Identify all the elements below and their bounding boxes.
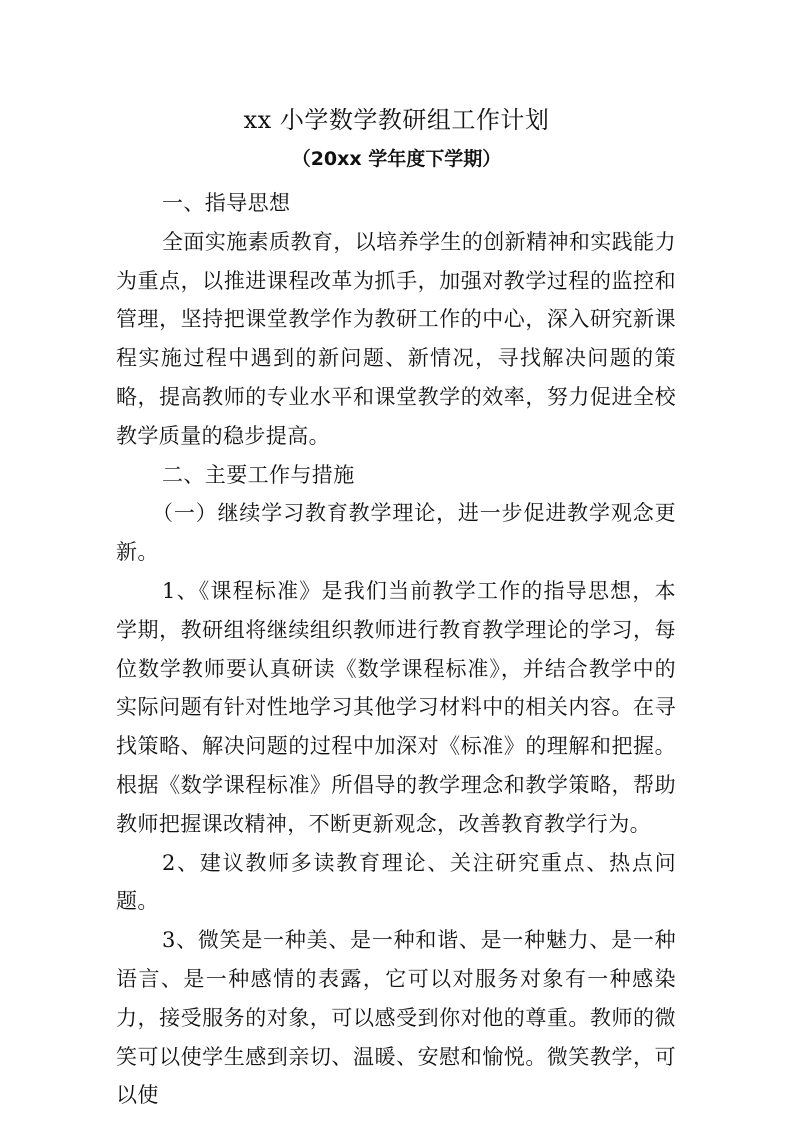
document-body	[116, 184, 676, 1115]
subsection-heading-theory-study: （一）继续学习教育教学理论，进一步促进教学观念更新。	[116, 501, 676, 565]
section-heading-main-work: 二、主要工作与措施	[162, 462, 355, 487]
document-title: xx 小学数学教研组工作计划	[243, 106, 550, 134]
document-subtitle: （20xx 学年度下学期）	[291, 148, 502, 170]
list-item-read-theory: 2、建议教师多读教育理论、关注研究重点、热点问题。	[116, 850, 676, 914]
list-item-smile-teaching: 3、微笑是一种美、是一种和谐、是一种魅力、是一种语言、是一种感情的表露，它可以对服务对象有一种感染力，接受服务的对象，可以感受到你对他的尊重。教师的微笑可以使学生感到亲切、温暖、安慰和愉悦。微笑教学，可以使	[116, 928, 676, 1108]
paragraph-guiding-ideology: 全面实施素质教育，以培养学生的创新精神和实践能力为重点，以推进课程改革为抓手，加强对教学过程的监控和管理，坚持把课堂教学作为教研工作的中心，深入研究新课程实施过程中遇到的新问题、新情况，寻找解决问题的策略，提高教师的专业水平和课堂教学的效率，努力促进全校教学质量的稳步提高。	[116, 229, 676, 448]
list-item-curriculum-standard: 1、《课程标准》是我们当前教学工作的指导思想，本学期，教研组将继续组织教师进行教育教学理论的学习，每位数学教师要认真研读《数学课程标准》，并结合教学中的实际问题有针对性地学习其他学习材料中的相关内容。在寻找策略、解决问题的过程中加深对《标准》的理解和把握。根据《数学课程标准》所倡导的教学理念和教学策略，帮助教师把握课改精神，不断更新观念，改善教育教学行为。	[116, 578, 676, 836]
section-heading-guiding-ideology: 一、指导思想	[162, 191, 291, 215]
